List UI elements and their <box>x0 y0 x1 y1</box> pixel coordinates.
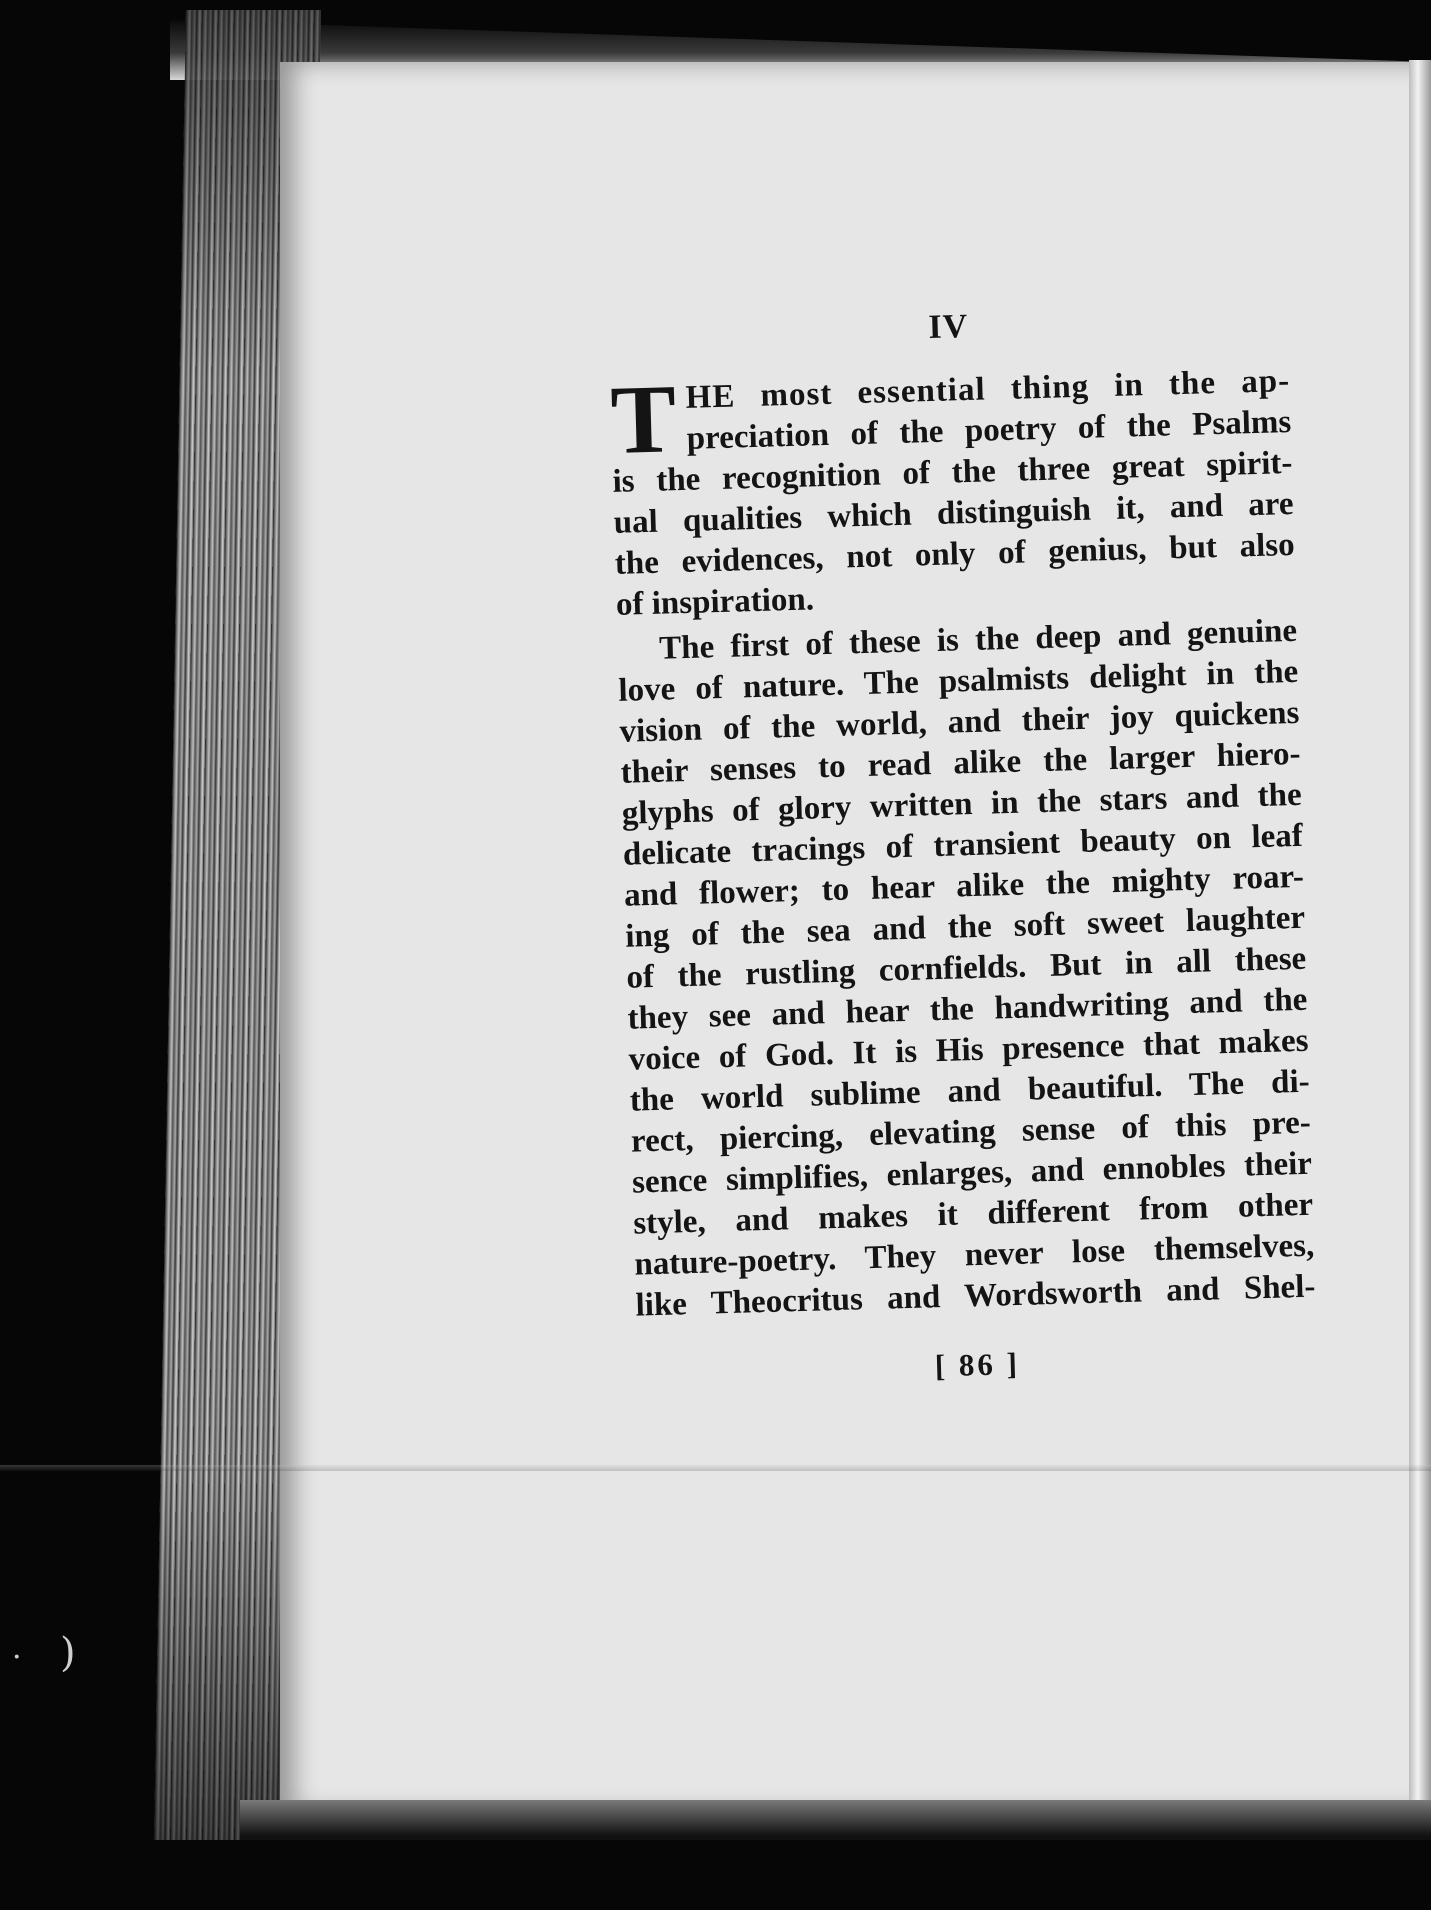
text-line: voice of God. It is His presence that makes <box>628 1022 1309 1078</box>
text-line: and flower; to hear alike the mighty roar- <box>623 858 1305 914</box>
text-line: vision of the world, and their joy quickens <box>619 694 1300 750</box>
paragraph-2 <box>617 611 1316 1327</box>
text-line: love of nature. The psalmists delight in the <box>617 653 1299 709</box>
text-line: of the rustling cornfields. But in all these <box>625 940 1307 996</box>
text-line: nature-poetry. They never lose themselves, <box>633 1227 1315 1283</box>
text-line: rect, piercing, elevating sense of this pre- <box>630 1104 1312 1160</box>
text-line: their senses to read alike the larger hiero- <box>620 735 1301 791</box>
book-right-edge <box>1409 60 1431 1810</box>
text-line: ual qualities which distinguish it, and are <box>613 485 1294 541</box>
scan-speck: · <box>12 1640 22 1675</box>
text-line: HE most essential thing in the ap- <box>685 362 1291 416</box>
scan-artifact-line <box>0 1465 1431 1471</box>
text-line: the evidences, not only of genius, but also <box>614 526 1296 582</box>
text-line: glyphs of glory written in the stars and the <box>621 776 1303 832</box>
text-line: they see and hear the handwriting and the <box>627 981 1308 1037</box>
page-text <box>608 299 1318 1393</box>
text-line: like Theocritus and Wordsworth and Shel- <box>635 1268 1316 1324</box>
text-line: delicate tracings of transient beauty on leaf <box>622 817 1304 873</box>
text-line: ing of the sea and the soft sweet laughter <box>624 899 1306 955</box>
text-line: preciation of the poetry of the Psalms <box>686 403 1292 457</box>
text-line: the world sublime and beautiful. The di- <box>629 1063 1311 1119</box>
text-line: The first of these is the deep and genuine <box>658 612 1298 667</box>
page-number: [ 86 ] <box>934 1345 1021 1384</box>
chapter-heading: IV <box>927 307 969 347</box>
text-line: sence simplifies, enlarges, and ennobles their <box>631 1145 1313 1201</box>
scan-speck: ) <box>60 1630 76 1676</box>
drop-cap: T <box>609 365 678 475</box>
text-line: style, and makes it different from other <box>632 1186 1314 1242</box>
text-line: of inspiration. <box>615 581 815 623</box>
text-line: is the recognition of the three great spirit- <box>612 444 1293 500</box>
book-bottom-edge <box>240 1800 1431 1840</box>
paragraph-1 <box>610 361 1297 626</box>
